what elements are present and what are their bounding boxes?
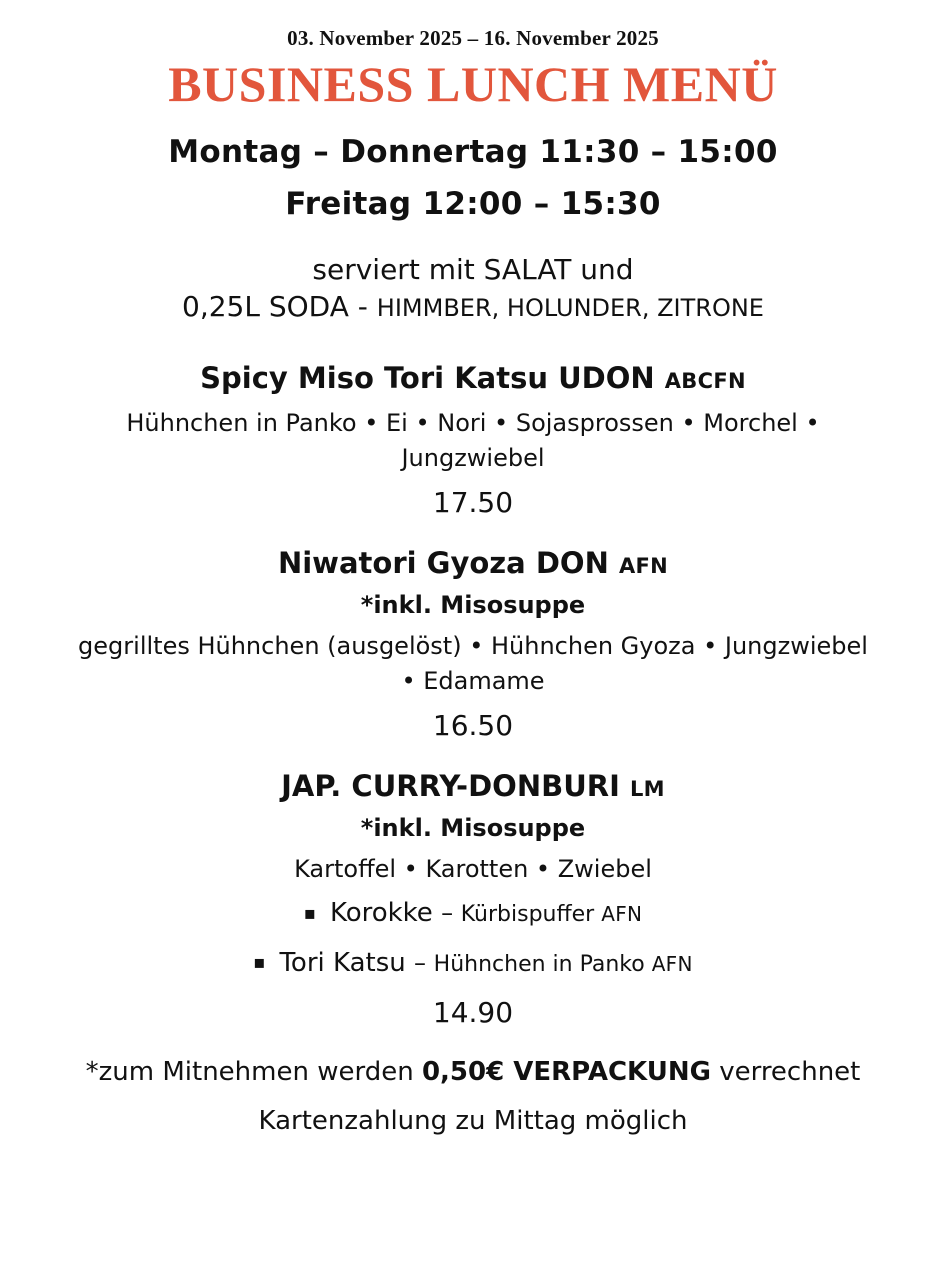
dish-description: gegrilltes Hühnchen (ausgelöst) • Hühnchen Gyoza • Jungzwiebel • Edamame [78, 632, 868, 695]
variant-description: Hühnchen in Panko [433, 951, 652, 977]
dish-name: JAP. CURRY-DONBURI [281, 768, 630, 803]
variant-name: Tori Katsu [279, 947, 415, 978]
dish-title [40, 768, 906, 804]
menu-item-curry-donburi [40, 768, 906, 1030]
dish-allergens: AFN [618, 553, 669, 578]
dish-price: 14.90 [432, 996, 514, 1030]
dish-allergens: LM [629, 776, 665, 801]
dish-name: Spicy Miso Tori Katsu UDON [200, 361, 665, 395]
takeaway-fee: 0,50€ VERPACKUNG [421, 1057, 711, 1088]
variant-description: Kürbispuffer [460, 901, 602, 927]
dish-name: Niwatori Gyoza DON [277, 545, 619, 580]
soda-label: 0,25L SODA - [182, 290, 377, 323]
dish-note: *inkl. Misosuppe [360, 813, 586, 842]
opening-hours-weekday: Montag – Donnertag 11:30 – 15:00 [168, 134, 778, 170]
opening-hours-friday: Freitag 12:00 – 15:30 [285, 186, 661, 222]
soda-line [40, 289, 906, 324]
variant-separator: – [441, 898, 461, 927]
date-range: 03. November 2025 – 16. November 2025 [287, 26, 659, 50]
dish-allergens: ABCFN [664, 369, 746, 393]
dish-description: Hühnchen in Panko • Ei • Nori • Sojasprossen • Morchel • Jungzwiebel [126, 409, 820, 473]
dish-title [40, 545, 906, 581]
dish-price: 17.50 [432, 485, 514, 519]
dish-title [40, 360, 906, 396]
payment-note: Kartenzahlung zu Mittag möglich [258, 1106, 688, 1137]
variant-allergens: AFN [651, 951, 693, 976]
dish-variant [40, 947, 906, 981]
dish-variants [40, 897, 906, 981]
square-bullet-icon: ▪ [253, 952, 266, 974]
takeaway-note [40, 1055, 906, 1090]
variant-name: Korokke [329, 897, 442, 928]
variant-allergens: AFN [601, 901, 643, 926]
takeaway-suffix: verrechnet [710, 1057, 861, 1088]
menu-item-udon [40, 360, 906, 519]
page-title: BUSINESS LUNCH MENÜ [168, 56, 778, 112]
menu-item-gyoza-don [40, 545, 906, 742]
served-with-label: serviert mit SALAT und [312, 253, 634, 286]
variant-separator: – [414, 948, 434, 977]
dish-description: Kartoffel • Karotten • Zwiebel [294, 854, 652, 883]
soda-flavors: HIMMBER, HOLUNDER, ZITRONE [376, 294, 764, 322]
dish-note: *inkl. Misosuppe [360, 591, 586, 620]
takeaway-prefix: *zum Mitnehmen werden [85, 1057, 422, 1088]
dish-variant [40, 897, 906, 931]
square-bullet-icon: ▪ [303, 902, 316, 924]
dish-price: 16.50 [432, 708, 514, 742]
